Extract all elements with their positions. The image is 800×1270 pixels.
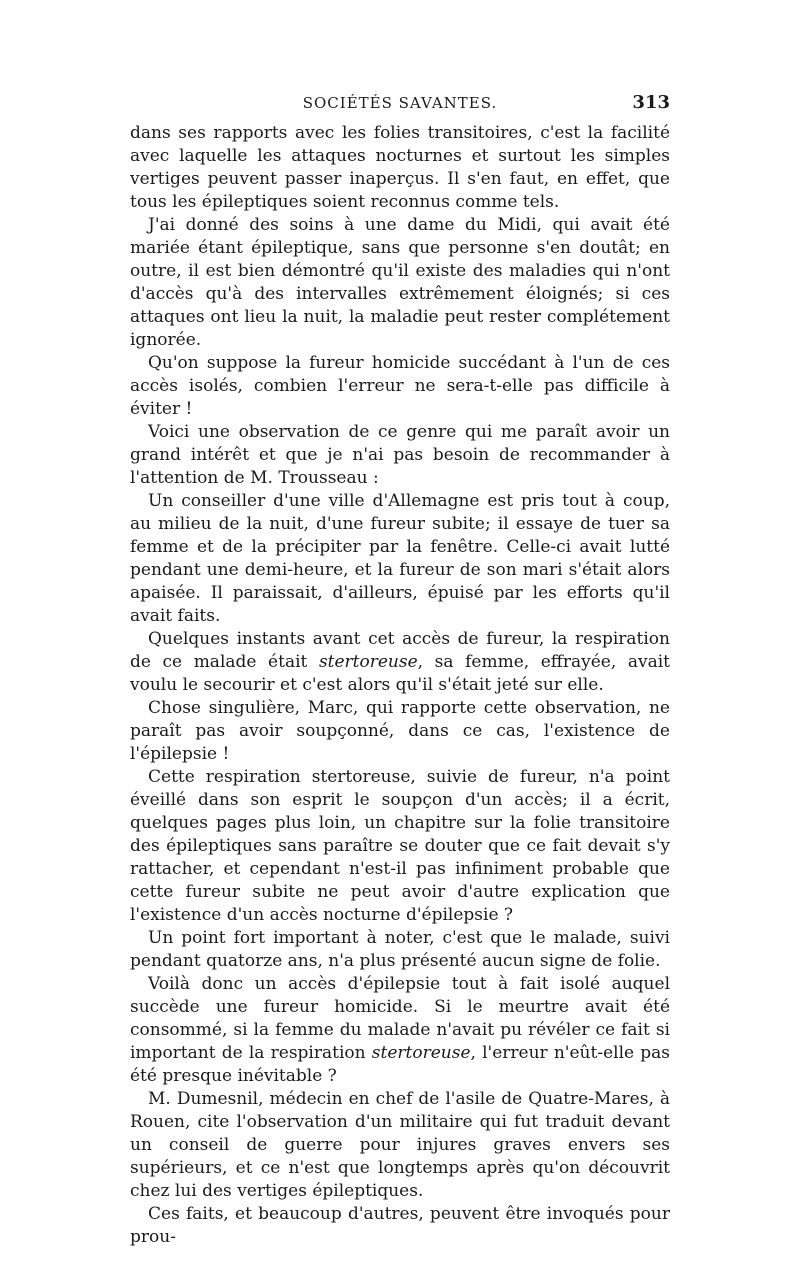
paragraph-4: Voici une observation de ce genre qui me paraît avoir un grand intérêt et que je n'ai pas besoin de recommander à l'attention de M. Trousseau : <box>130 422 670 488</box>
paragraph-7: Chose singulière, Marc, qui rapporte cette observation, ne paraît pas avoir soupçonné, dans ce cas, l'existence de l'épilepsie ! <box>130 698 670 764</box>
paragraph-6-before: Quelques instants avant cet accès de fureur, la respiration de ce malade était <box>130 629 670 672</box>
paragraph-10-after: , l'erreur n'eût-elle pas été presque inévitable ? <box>130 1043 670 1086</box>
paragraph-1: dans ses rapports avec les folies transitoires, c'est la facilité avec laquelle les attaques nocturnes et surtout les simples vertiges peuvent passer inaperçus. Il s'en faut, en effet, que tous les épileptiques soient reconnus comme tels. <box>130 123 670 212</box>
paragraph-11: M. Dumesnil, médecin en chef de l'asile de Quatre-Mares, à Rouen, cite l'observation d'un militaire qui fut traduit devant un conseil de guerre pour injures graves envers ses supérieurs, et ce n'est que longtemps après qu'on découvrit chez lui des vertiges épileptiques. <box>130 1089 670 1201</box>
paragraph-8: Cette respiration stertoreuse, suivie de fureur, n'a point éveillé dans son esprit le soupçon d'un accès; il a écrit, quelques pages plus loin, un chapitre sur la folie transitoire des épileptiques sans paraître se douter que ce fait devait s'y rattacher, et cependant n'est-il pas infiniment probable que cette fureur subite ne peut avoir d'autre explication que l'existence d'un accès nocturne d'épilepsie ? <box>130 767 670 925</box>
paragraph-6 <box>130 628 670 697</box>
paragraph-6-italic: stertoreuse <box>318 652 418 672</box>
paragraph-2: J'ai donné des soins à une dame du Midi, qui avait été mariée étant épileptique, sans que personne s'en doutât; en outre, il est bien démontré qu'il existe des maladies qui n'ont d'accès qu'à des intervalles extrêmement éloignés; si ces attaques ont lieu la nuit, la maladie peut rester complétement ignorée. <box>130 215 670 350</box>
paragraph-3: Qu'on suppose la fureur homicide succédant à l'un de ces accès isolés, combien l'erreur ne sera-t-elle pas difficile à éviter ! <box>130 353 670 419</box>
paragraph-9: Un point fort important à noter, c'est que le malade, suivi pendant quatorze ans, n'a plus présenté aucun signe de folie. <box>130 928 670 971</box>
running-title: SOCIÉTÉS SAVANTES. <box>302 94 498 112</box>
body-text <box>130 122 670 1249</box>
paragraph-10 <box>130 973 670 1088</box>
page-number: 313 <box>632 92 670 113</box>
book-page <box>130 92 670 1249</box>
paragraph-5: Un conseiller d'une ville d'Allemagne est pris tout à coup, au milieu de la nuit, d'une fureur subite; il essaye de tuer sa femme et de la précipiter par la fenêtre. Celle-ci avait lutté pendant une demi-heure, et la fureur de son mari s'était alors apaisée. Il paraissait, d'ailleurs, épuisé par les efforts qu'il avait faits. <box>130 491 670 626</box>
paragraph-10-italic: stertoreuse <box>371 1043 471 1063</box>
page-header <box>130 92 670 122</box>
paragraph-10-before: Voilà donc un accès d'épilepsie tout à fait isolé auquel succède une fureur homicide. Si le meurtre avait été consommé, si la femme du malade n'avait pu révéler ce fait si important de la respiration <box>130 974 670 1063</box>
paragraph-12: Ces faits, et beaucoup d'autres, peuvent être invoqués pour prou- <box>130 1204 670 1247</box>
paragraph-6-after: , sa femme, effrayée, avait voulu le secourir et c'est alors qu'il s'était jeté sur elle. <box>130 652 670 695</box>
